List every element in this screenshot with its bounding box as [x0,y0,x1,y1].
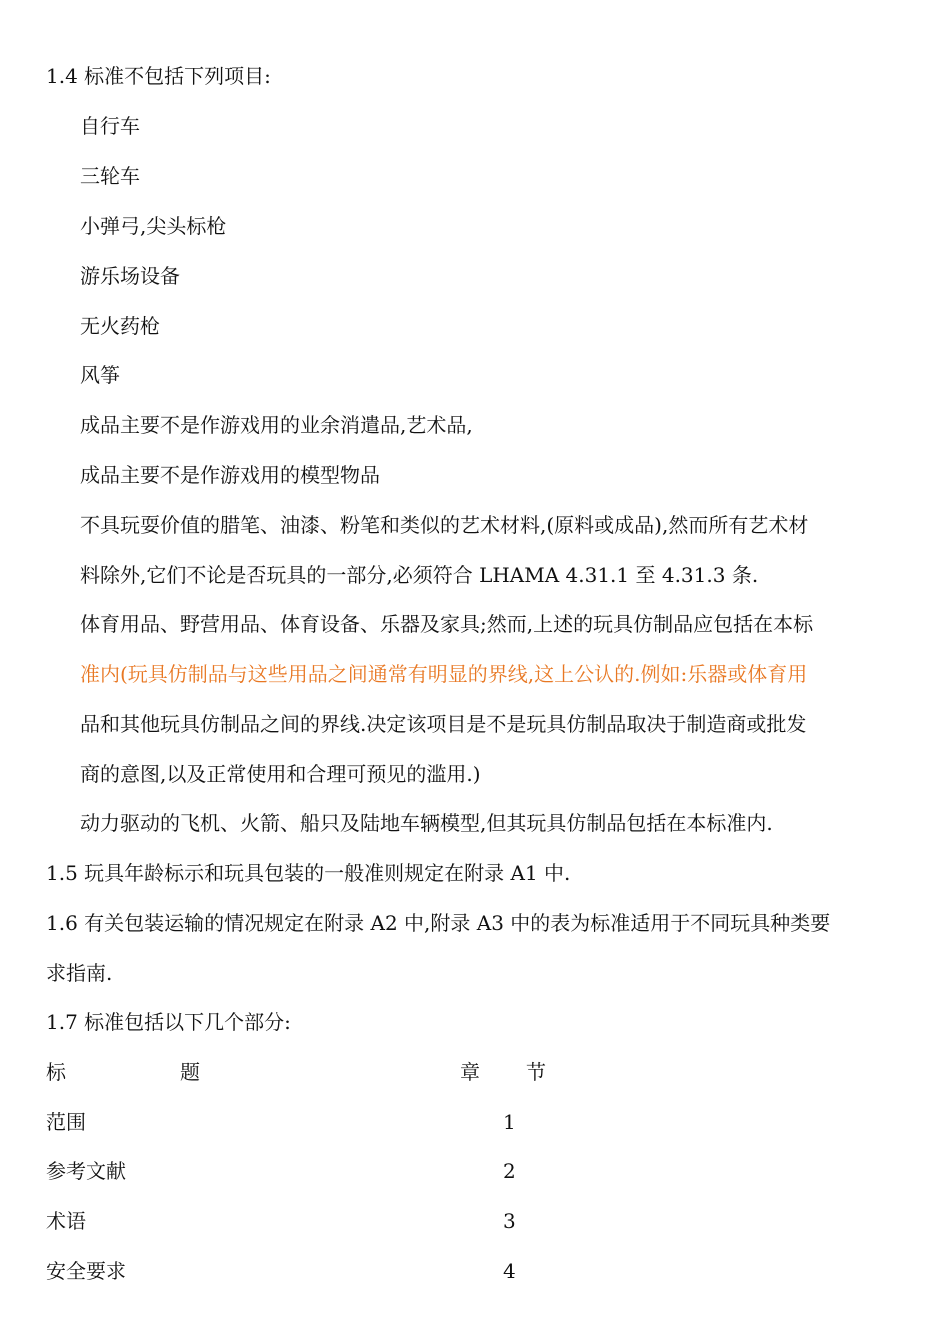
excluded-item: 小弹弓,尖头标枪 [80,214,227,238]
excluded-item: 风筝 [80,363,120,387]
sports-paragraph-line: 体育用品、野营用品、体育设备、乐器及家具;然而,上述的玩具仿制品应包括在本标 [80,612,814,636]
powered-models-line: 动力驱动的飞机、火箭、船只及陆地车辆模型,但其玩具仿制品包括在本标准内. [80,811,773,835]
row-title: 参考文献 [46,1159,126,1183]
excluded-item: 成品主要不是作游戏用的业余消遣品,艺术品, [80,413,473,437]
row-title: 术语 [46,1209,86,1233]
row-chapter-number: 3 [503,1209,516,1233]
row-title: 范围 [46,1110,86,1134]
header-title-char: 标 [46,1060,66,1084]
section-1-7-heading: 1.7 标准包括以下几个部分: [46,1010,291,1034]
sports-paragraph-line-highlighted: 准内(玩具仿制品与这些用品之间通常有明显的界线,这上公认的.例如:乐器或体育用 [80,662,808,686]
excluded-item: 无火药枪 [80,314,160,338]
art-materials-line: 不具玩耍价值的腊笔、油漆、粉笔和类似的艺术材料,(原料或成品),然而所有艺术材 [80,513,809,537]
sports-paragraph-line: 品和其他玩具仿制品之间的界线.决定该项目是不是玩具仿制品取决于制造商或批发 [80,712,807,736]
row-chapter-number: 1 [503,1110,516,1134]
header-chapter-char: 章 [460,1060,480,1084]
sports-paragraph-line: 商的意图,以及正常使用和合理可预见的滥用.) [80,762,481,786]
excluded-item: 成品主要不是作游戏用的模型物品 [80,463,380,487]
row-chapter-number: 2 [503,1159,516,1183]
section-1-5: 1.5 玩具年龄标示和玩具包装的一般准则规定在附录 A1 中. [46,861,571,885]
excluded-item: 三轮车 [80,164,140,188]
header-chapter-char: 节 [526,1060,546,1084]
row-title: 安全要求 [46,1259,126,1283]
section-1-4-heading: 1.4 标准不包括下列项目: [46,64,271,88]
section-1-6-line: 1.6 有关包装运输的情况规定在附录 A2 中,附录 A3 中的表为标准适用于不同玩具种类要 [46,911,831,935]
section-1-6-line: 求指南. [46,961,113,985]
excluded-item: 游乐场设备 [80,264,180,288]
header-title-char: 题 [180,1060,200,1084]
art-materials-line: 料除外,它们不论是否玩具的一部分,必须符合 LHAMA 4.31.1 至 4.31.3 条. [80,563,759,587]
excluded-item: 自行车 [80,114,140,138]
row-chapter-number: 4 [503,1259,516,1283]
